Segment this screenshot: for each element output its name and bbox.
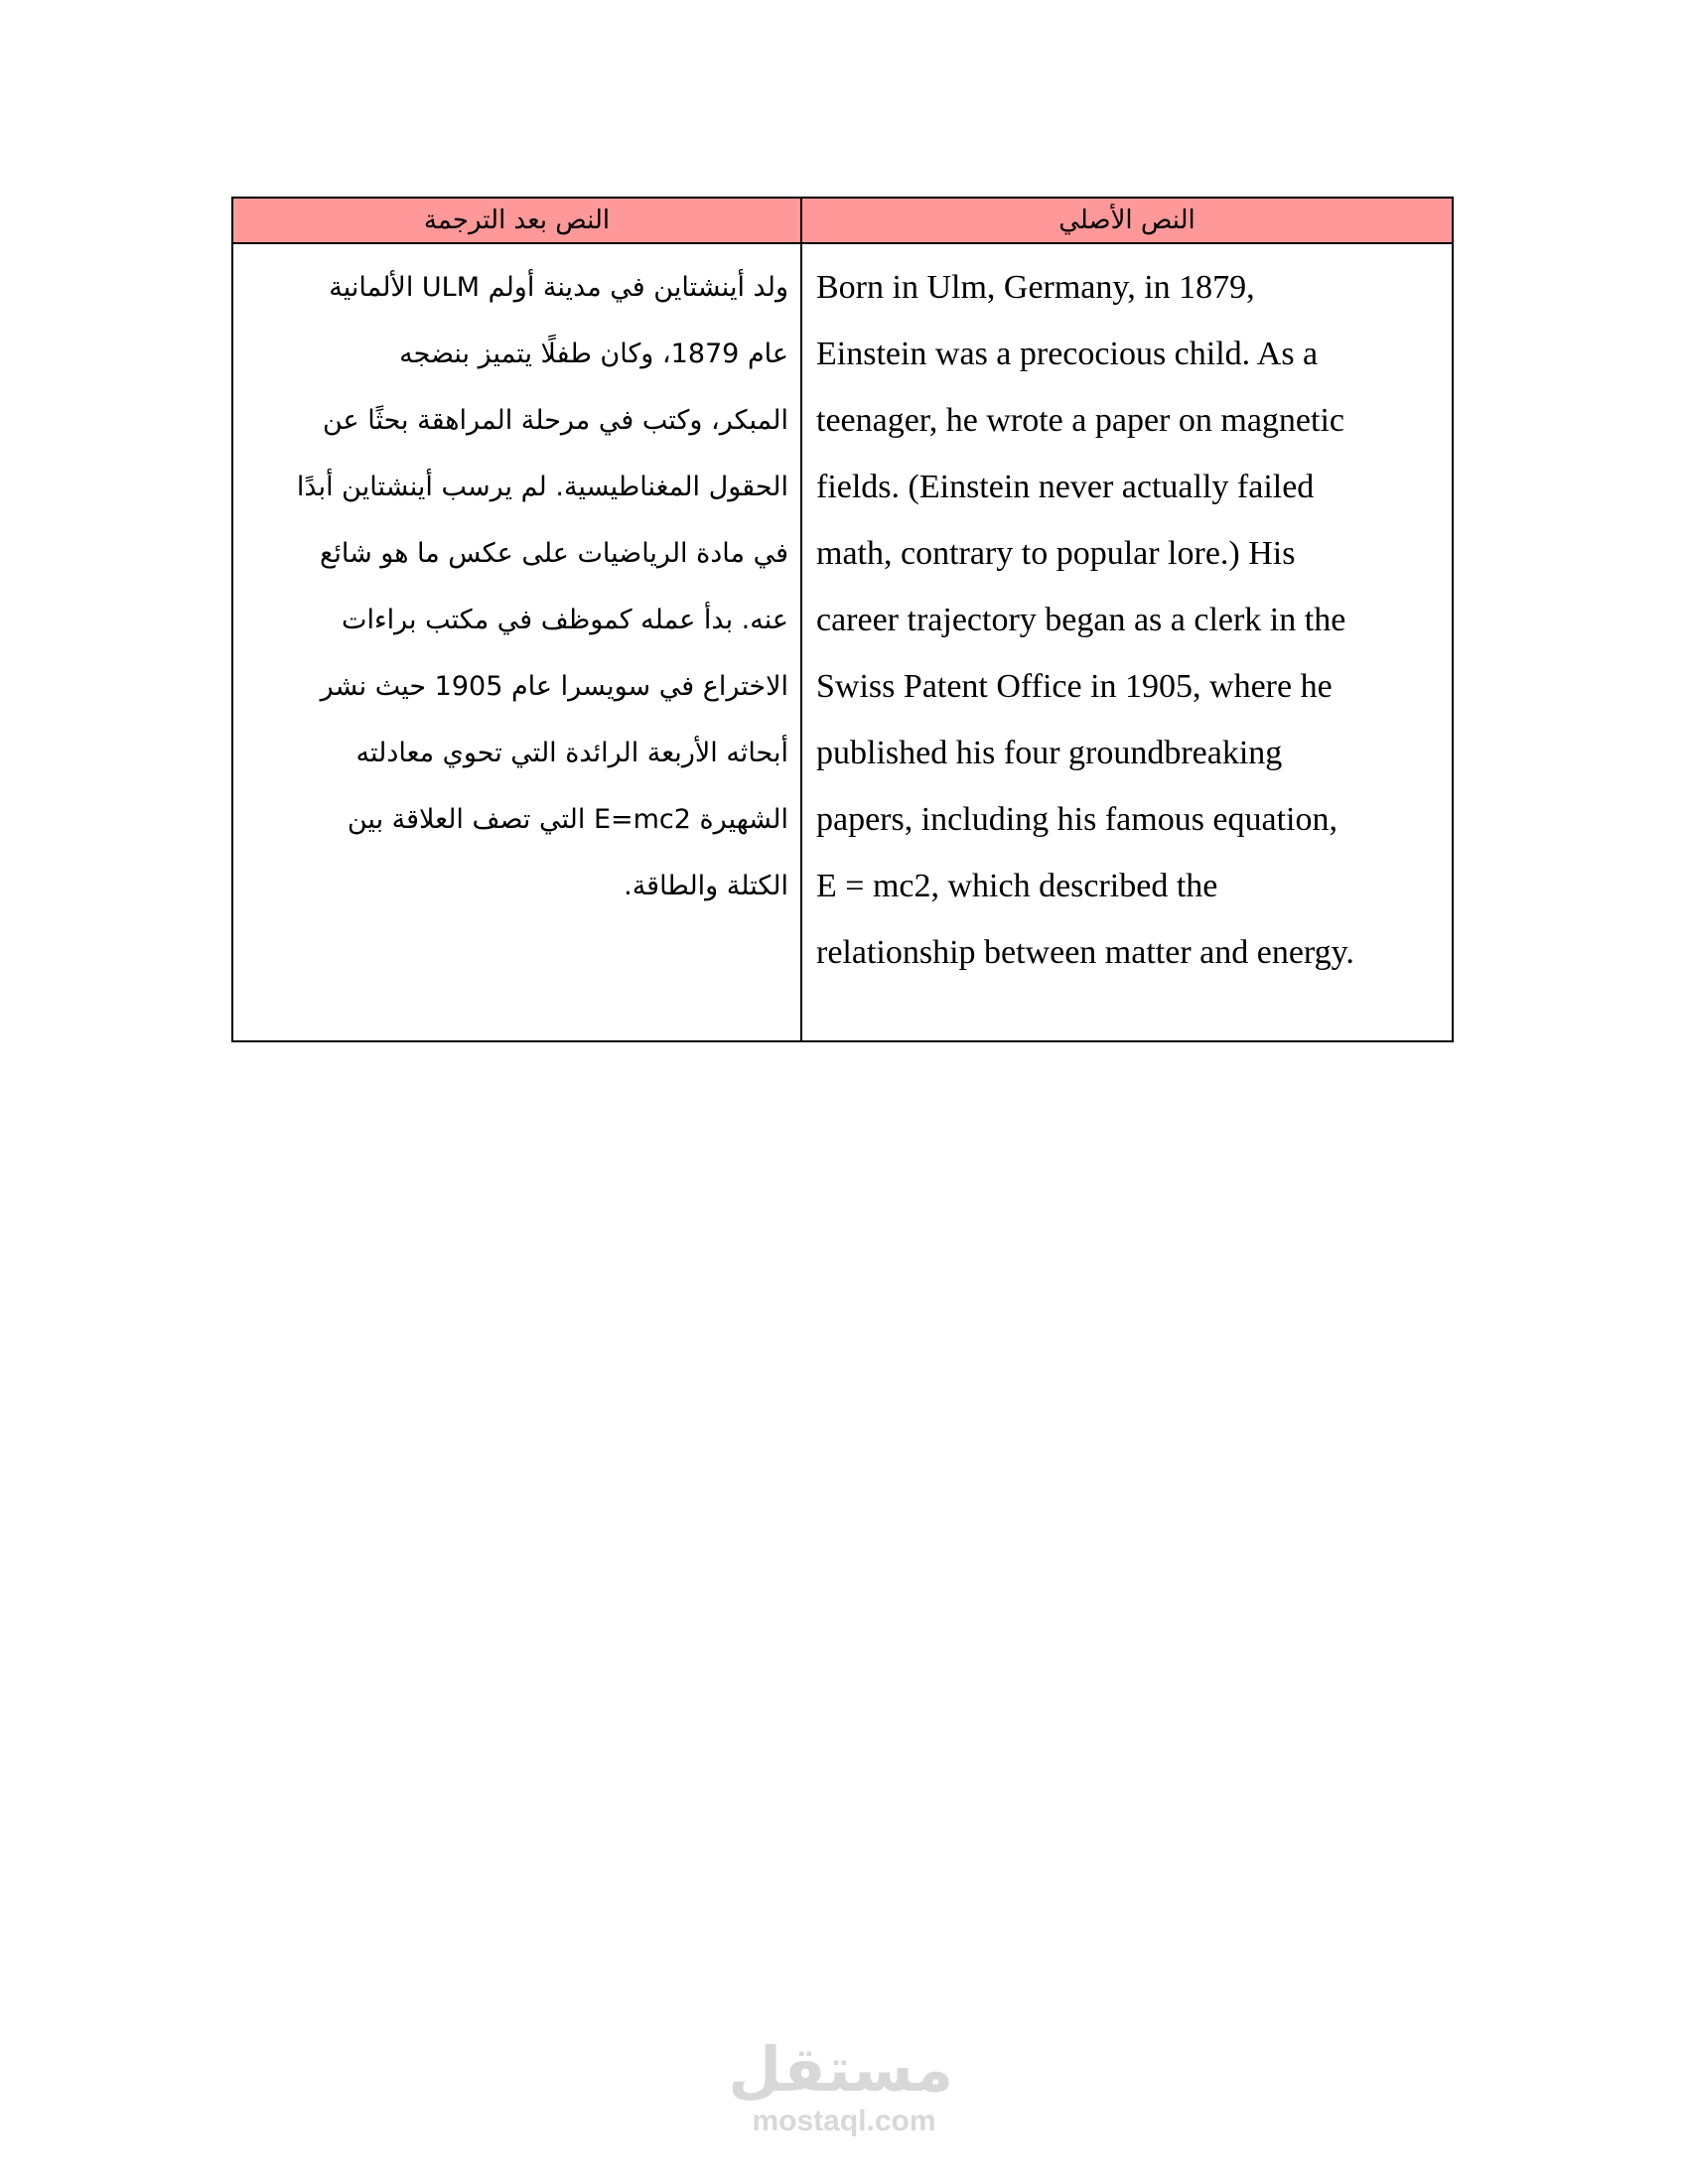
original-line: published his four groundbreaking	[816, 735, 1283, 771]
original-line: papers, including his famous equation,	[816, 801, 1338, 838]
translated-paragraph	[263, 254, 788, 919]
original-line: E = mc2, which described the	[816, 868, 1218, 904]
original-line: relationship between matter and energy.	[816, 934, 1354, 971]
original-line: teenager, he wrote a paper on magnetic	[816, 402, 1344, 439]
original-line: career trajectory began as a clerk in the	[816, 602, 1346, 638]
translated-line: في مادة الرياضيات على عكس ما هو شائع	[319, 538, 788, 569]
original-paragraph	[816, 254, 1442, 986]
table-header-row	[233, 199, 1452, 244]
mostaql-watermark	[728, 2033, 953, 2154]
original-text-cell	[802, 244, 1452, 1040]
translated-line: أبحاثه الأربعة الرائدة التي تحوي معادلته	[355, 738, 788, 768]
translated-line: الاختراع في سويسرا عام 1905 حيث نشر	[320, 671, 788, 702]
translated-line: الشهيرة E=mc2 التي تصف العلاقة بين	[347, 804, 788, 835]
original-line: math, contrary to popular lore.) His	[816, 535, 1296, 572]
original-line: Swiss Patent Office in 1905, where he	[816, 668, 1333, 705]
translated-line: المبكر، وكتب في مرحلة المراهقة بحثًا عن	[322, 405, 788, 436]
mostaql-logo: مستقل	[728, 2033, 953, 2106]
header-original-text	[802, 199, 1452, 242]
translated-line: عنه. بدأ عمله كموظف في مكتب براءات	[342, 605, 788, 635]
header-translated-text	[233, 199, 802, 242]
translated-line: عام 1879، وكان طفلًا يتميز بنضجه	[399, 339, 788, 369]
translated-text-cell	[233, 244, 802, 1040]
translated-line: الكتلة والطاقة.	[624, 871, 788, 901]
translation-table	[231, 197, 1454, 1042]
translated-line: الحقول المغناطيسية. لم يرسب أينشتاين أبدًا	[296, 472, 788, 502]
header-translated-label: النص بعد الترجمة	[423, 205, 611, 235]
original-line: Born in Ulm, Germany, in 1879,	[816, 269, 1255, 306]
original-line: fields. (Einstein never actually failed	[816, 469, 1315, 505]
header-original-label: النص الأصلي	[1058, 205, 1196, 235]
translated-line: ولد أينشتاين في مدينة أولم ULM الألمانية	[329, 272, 788, 303]
table-body-row	[233, 244, 1452, 1040]
mostaql-domain: mostaql.com	[752, 2105, 936, 2137]
original-line: Einstein was a precocious child. As a	[816, 336, 1319, 372]
